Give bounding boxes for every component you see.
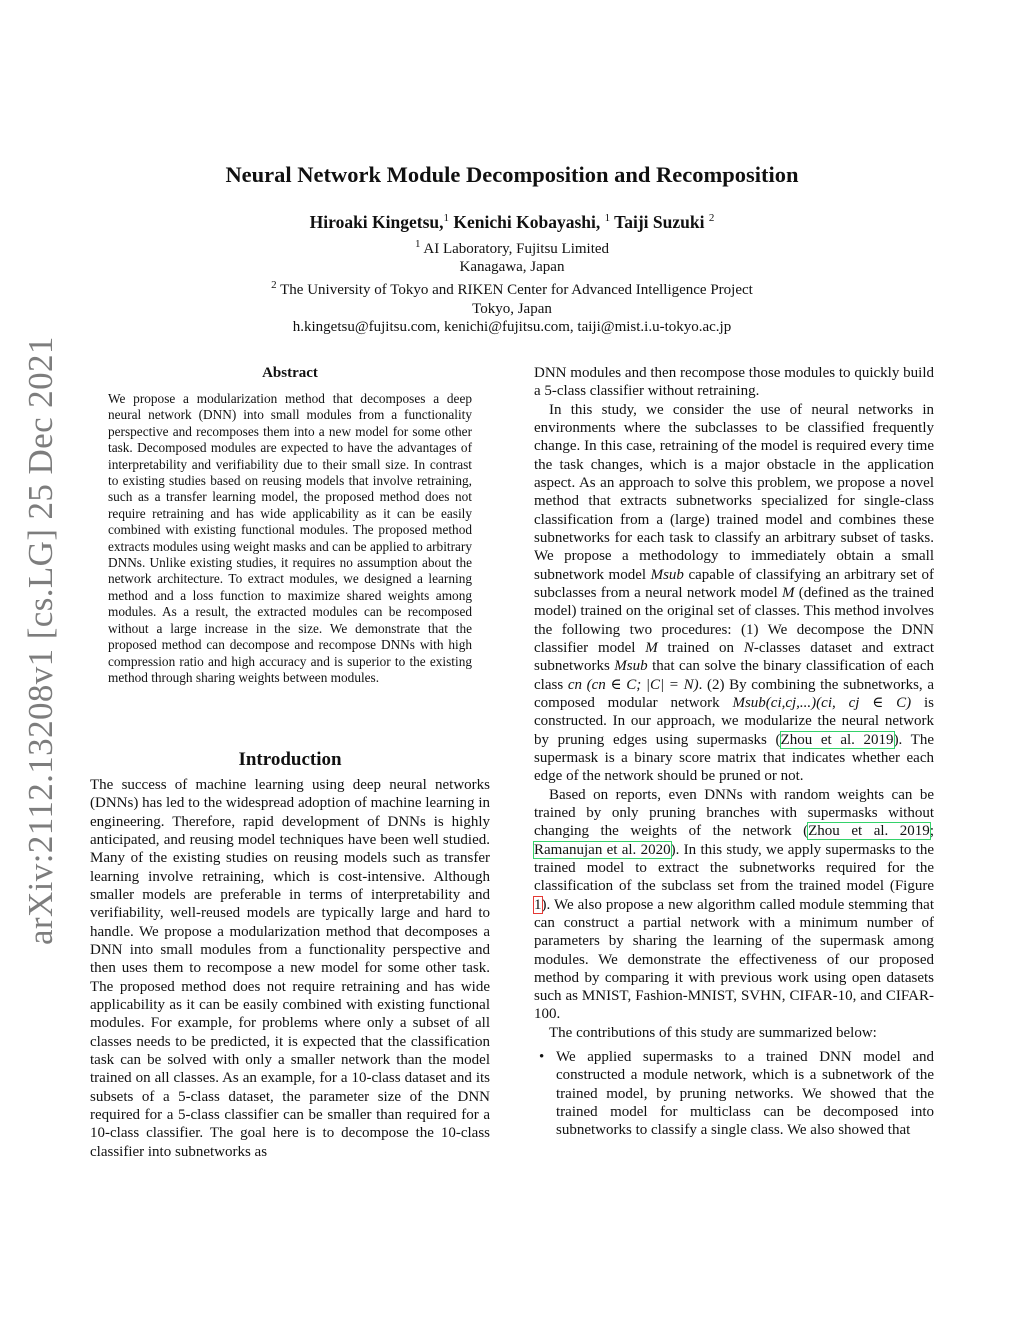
math-m-sub: Msub (650, 566, 684, 583)
affiliation-text: AI Laboratory, Fujitsu Limited (423, 241, 610, 257)
math-class-definition: cn (cn ∈ C; |C| = N) (567, 676, 699, 693)
citation-link[interactable]: Ramanujan et al. 2020 (534, 841, 671, 858)
citation-link[interactable]: Zhou et al. 2019 (808, 823, 930, 840)
author-name: Taiji Suzuki (614, 211, 705, 232)
math-n: N (743, 639, 754, 656)
author-affiliation-mark: 2 (708, 212, 715, 224)
intro-paragraph: The contributions of this study are summarized below: (549, 1024, 877, 1041)
arxiv-identifier: arXiv:2112.13208v1 [cs.LG] 25 Dec 2021 (21, 336, 60, 945)
affiliation-text: Kanagawa, Japan (459, 259, 565, 276)
abstract-heading: Abstract (262, 365, 318, 381)
math-m-sub: Msub (614, 658, 648, 675)
affiliation-text: Tokyo, Japan (472, 300, 552, 317)
citation-link[interactable]: Zhou et al. 2019 (780, 731, 894, 748)
contributions-list (534, 1048, 934, 1140)
bullet-icon: • (539, 1049, 545, 1066)
affiliation-text: The University of Tokyo and RIKEN Center for Advanced Intelligence Project (280, 282, 753, 299)
affiliation-mark: 1 (414, 238, 421, 250)
affiliation-line (112, 235, 912, 258)
affiliation-line (112, 276, 912, 299)
author-name: Hiroaki Kingetsu, (309, 211, 444, 232)
math-m: M (645, 639, 658, 656)
author-name: Kenichi Kobayashi, (453, 211, 601, 232)
intro-paragraph: Based on reports, even DNNs with random weights can be trained by only pruning branches with supermasks without changing the weights of the network (Zhou et al. 2019; Ramanujan et al. 2020). In this study, we apply supermasks to the trained model to extract the subnetworks required for the classification of the subclass set from the trained model (Figure 1). We also propose a new algorithm called module stemming that can construct a partial network with a minimum number of parameters by sharing the learning of the supermask among modules. We demonstrate the effectiveness of our proposed method by comparing it with previous work using open datasets such as MNIST, Fashion-MNIST, SVHN, CIFAR-10, and CIFAR-100. (534, 786, 934, 1023)
introduction-heading: Introduction (238, 749, 342, 770)
author-affiliation-mark: 1 (443, 212, 450, 224)
math-composed-module: Msub(ci,cj,...)(ci, cj ∈ C) (732, 694, 912, 711)
affiliation-block (112, 235, 912, 336)
list-item: • We applied supermasks to a trained DNN model and constructed a module network, which is a subnetwork of the trained model, by pruning networks. We showed that the trained model for multiclass can be decomposed into subnetworks to classify a single class. We also showed that (539, 1049, 934, 1139)
introduction-right-column (534, 364, 934, 1140)
intro-paragraph: The success of machine learning using deep neural networks (DNNs) has led to the widespread adoption of machine learning in engineering. Therefore, rapid development of DNNs is highly anticipated, and reusing model techniques have been well studied. Many of the existing studies on reusing models such as transfer learning involve retraining, which is cost-intensive. Although smaller models are preferable in terms of interpretability and verifiability, well-reused models are typically large and hard to handle. We propose a modularization method that decomposes a DNN into small modules from a functionality perspective and then uses them to recompose a new model for some other task. The proposed method does not require retraining and has wide applicability as it can be easily combined with existing functional modules. For example, for problems where only a subset of all classes needs to be predicted, it is expected that the classification task can be solved with only a smaller network than the model trained on all classes. As an example, for a 10-class dataset and its subsets of a 5-class dataset, the parameter size of the DNN required for a 5-class classifier can be smaller than required for a 10-class classifier. The goal here is to decompose the 10-class classifier into subnetworks as (90, 777, 490, 1160)
intro-paragraph: In this study, we consider the use of neural networks in environments where the subclasses to be classified frequently change. In this case, retraining of the model is required every time the task changes, which is a major obstacle in the application aspect. As an approach to solve this problem, we propose a novel method that extracts subnetworks specialized for single-class classification from a (large) trained model and combines these subnetworks for each task to classify an arbitrary subset of tasks. We propose a methodology to immediately obtain a small subnetwork model Msub capable of classifying an arbitrary set of subclasses from a neural network model M (defined as the trained model) trained on the original set of classes. This method involves the following two procedures: (1) We decompose the DNN classifier model M trained on N-classes dataset and extract subnetworks Msub that can solve the binary classification of each class cn (cn ∈ C; |C| = N). (2) By combining the subnetworks, a composed modular network Msub(ci,cj,...)(ci, cj ∈ C) is constructed. In our approach, we modularize the neural network by pruning edges using supermasks (Zhou et al. 2019). The supermask is a binary score matrix that indicates whether each edge of the network should be pruned or not. (534, 401, 935, 785)
math-m: M (782, 584, 795, 601)
affiliation-line (112, 258, 912, 276)
intro-paragraph-continued: DNN modules and then recompose those modules to quickly build a 5-class classifier without retraining. (534, 365, 934, 400)
affiliation-line (112, 300, 912, 318)
abstract-body: We propose a modularization method that decomposes a deep neural network (DNN) into small modules from a functionality perspective and recomposes them into a new model for some other task. Decomposed modules are expected to have the advantages of interpretability and verifiability due to their small size. In contrast to existing studies based on reusing models that involve retraining, such as a transfer learning model, the proposed method does not require retraining and has wide applicability as it can be easily combined with existing functional modules. The proposed method extracts modules using weight masks and can be applied to arbitrary DNNs. Unlike existing studies, it requires no assumption about the network architecture. To extract modules, we designed a learning method and a loss function to maximize shared weights among modules. As a result, the extracted modules can be recomposed without a large increase in the size. We demonstrate that the proposed method can decompose and recompose DNNs with high compression ratio and high accuracy and is superior to the existing method through sharing weights between modules. (108, 391, 472, 685)
author-affiliation-mark: 1 (604, 212, 611, 224)
affiliation-line (112, 318, 912, 336)
author-list (112, 206, 912, 234)
affiliation-mark: 2 (271, 279, 277, 292)
author-emails: h.kingetsu@fujitsu.com, kenichi@fujitsu.com, taiji@mist.i.u-tokyo.ac.jp (292, 318, 732, 335)
figure-reference-link[interactable]: 1 (534, 896, 542, 913)
introduction-left-column (90, 776, 490, 1161)
paper-title: Neural Network Module Decomposition and Recomposition (225, 162, 799, 187)
